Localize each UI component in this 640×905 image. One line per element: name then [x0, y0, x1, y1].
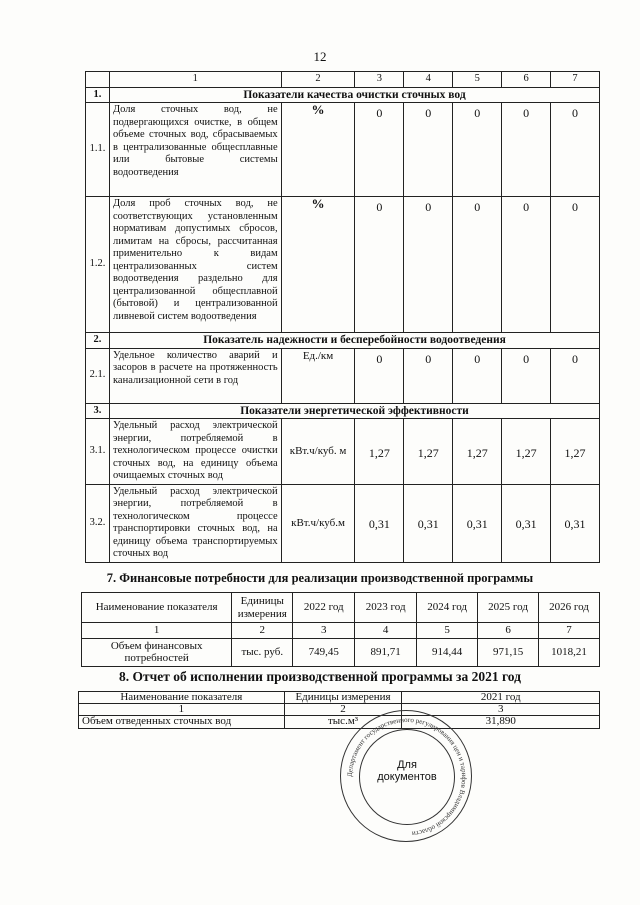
value-cell: 0	[453, 103, 502, 197]
page-number: 12	[313, 49, 327, 64]
indicator-name: Удельное количество аварий и засоров в расчете на протяженность канализационной сети в год	[109, 348, 281, 403]
value-cell: 0	[404, 197, 453, 333]
row-number: 1.2.	[86, 197, 110, 333]
indicator-name: Доля сточных вод, не подвергающихся очистке, в общем объеме сточных вод, сбрасываемых в централизованные общесплавные или бытовые системы водоотведения	[109, 103, 281, 197]
fin-data-row	[82, 638, 600, 666]
fin-numbers-cell: 6	[478, 623, 539, 639]
report-data-cell: 31,890	[402, 716, 600, 729]
value-cell: 1,27	[551, 419, 600, 485]
fin-header-row	[82, 593, 600, 623]
row-number: 3.1.	[86, 419, 110, 485]
value-cell: 0	[355, 103, 404, 197]
header-cell: 2	[281, 72, 355, 88]
unit-cell: кВт.ч/куб. м	[281, 419, 355, 485]
fin-numbers-cell: 7	[539, 623, 600, 639]
fin-numbers-cell: 3	[293, 623, 355, 639]
section-title: Показатель надежности и бесперебойности водоотведения	[109, 333, 599, 349]
value-cell: 0	[502, 103, 551, 197]
report-data-cell: Объем отведенных сточных вод	[79, 716, 285, 729]
fin-header-cell: Наименование показателя	[82, 593, 232, 623]
indicator-name: Удельный расход электрической энергии, потребляемой в технологическом процессе очистки сточных вод, на единицу объема очищаемых сточных вод	[109, 419, 281, 485]
indicator-row	[86, 197, 600, 333]
value-cell: 0	[502, 197, 551, 333]
value-cell: 0	[502, 348, 551, 403]
report-header-cell: Наименование показателя	[79, 692, 285, 704]
value-cell: 1,27	[502, 419, 551, 485]
fin-numbers-row	[82, 623, 600, 639]
value-cell: 1,27	[355, 419, 404, 485]
value-cell: 0	[453, 348, 502, 403]
fin-data-cell: 891,71	[355, 638, 417, 666]
report-data-cell: тыс.м³	[284, 716, 402, 729]
fin-header-cell: 2022 год	[293, 593, 355, 623]
header-cell: 5	[453, 72, 502, 88]
value-cell: 0,31	[502, 484, 551, 562]
value-cell: 0	[551, 348, 600, 403]
section-title: Показатели энергетической эффективности	[109, 403, 599, 419]
indicator-row	[86, 103, 600, 197]
indicator-name: Удельный расход электрической энергии, потребляемой в технологическом процессе транспортировки сточных вод, на единицу объема транспортируемых сточных вод	[109, 484, 281, 562]
row-number: 1.1.	[86, 103, 110, 197]
official-stamp	[340, 710, 472, 842]
section-row	[86, 333, 600, 349]
header-cell-empty	[86, 72, 110, 88]
value-cell: 1,27	[453, 419, 502, 485]
program-report-table	[78, 691, 600, 729]
fin-data-cell: 971,15	[478, 638, 539, 666]
report-numbers-row	[79, 704, 600, 716]
report-numbers-cell: 1	[79, 704, 285, 716]
fin-data-cell: тыс. руб.	[232, 638, 293, 666]
fin-header-cell: 2025 год	[478, 593, 539, 623]
header-cell: 1	[109, 72, 281, 88]
header-cell: 3	[355, 72, 404, 88]
section-number: 2.	[86, 333, 110, 349]
header-cell: 6	[502, 72, 551, 88]
section-title: Показатели качества очистки сточных вод	[109, 87, 599, 103]
value-cell: 0	[355, 348, 404, 403]
indicator-row	[86, 484, 600, 562]
report-numbers-cell: 2	[284, 704, 402, 716]
unit-cell: %	[281, 103, 355, 197]
value-cell: 0,31	[355, 484, 404, 562]
report-data-row	[79, 716, 600, 729]
value-cell: 0	[404, 103, 453, 197]
section-row	[86, 87, 600, 103]
section-row	[86, 403, 600, 419]
section7-title: 7. Финансовые потребности для реализации производственной программы	[106, 571, 534, 585]
value-cell: 0	[453, 197, 502, 333]
indicator-name: Доля проб сточных вод, не соответствующих установленным нормативам допустимых сбросов, лимитам на сбросы, рассчитанная применительно к видам централизованных систем водоотведения раздельно для централизованной общесплавной (бытовой) и централизованной ливневой систем водоотведения	[109, 197, 281, 333]
svg-text:Департамент государственного р: Департамент государственного регулирования цен и тарифов Владимирской области	[345, 715, 469, 838]
fin-numbers-cell: 5	[417, 623, 478, 639]
section8-title: 8. Отчет об исполнении производственной программы за 2021 год	[119, 669, 521, 684]
value-cell: 0	[551, 197, 600, 333]
fin-numbers-cell: 1	[82, 623, 232, 639]
fin-data-cell: 1018,21	[539, 638, 600, 666]
section-number: 1.	[86, 87, 110, 103]
fin-numbers-cell: 2	[232, 623, 293, 639]
unit-cell: %	[281, 197, 355, 333]
fin-numbers-cell: 4	[355, 623, 417, 639]
unit-cell: кВт.ч/куб.м	[281, 484, 355, 562]
value-cell: 0,31	[453, 484, 502, 562]
indicator-row	[86, 348, 600, 403]
row-number: 2.1.	[86, 348, 110, 403]
report-header-cell: Единицы измерения	[284, 692, 402, 704]
fin-data-cell: 914,44	[417, 638, 478, 666]
header-cell: 7	[551, 72, 600, 88]
value-cell: 0	[404, 348, 453, 403]
fin-header-cell: 2023 год	[355, 593, 417, 623]
report-numbers-cell: 3	[402, 704, 600, 716]
fin-header-cell: Единицы измерения	[232, 593, 293, 623]
unit-cell: Ед./км	[281, 348, 355, 403]
value-cell: 0,31	[551, 484, 600, 562]
value-cell: 0	[551, 103, 600, 197]
fin-header-cell: 2026 год	[539, 593, 600, 623]
value-cell: 1,27	[404, 419, 453, 485]
section-number: 3.	[86, 403, 110, 419]
report-header-cell: 2021 год	[402, 692, 600, 704]
indicators-table	[85, 71, 600, 563]
stamp-center-text: Для документов	[377, 759, 437, 783]
fin-data-cell: 749,45	[293, 638, 355, 666]
fin-header-cell: 2024 год	[417, 593, 478, 623]
value-cell: 0	[355, 197, 404, 333]
fin-data-cell: Объем финансовых потребностей	[82, 638, 232, 666]
indicator-row	[86, 419, 600, 485]
header-cell: 4	[404, 72, 453, 88]
value-cell: 0,31	[404, 484, 453, 562]
header-numbers-row	[86, 72, 600, 88]
report-header-row	[79, 692, 600, 704]
row-number: 3.2.	[86, 484, 110, 562]
financial-needs-table	[81, 592, 600, 667]
